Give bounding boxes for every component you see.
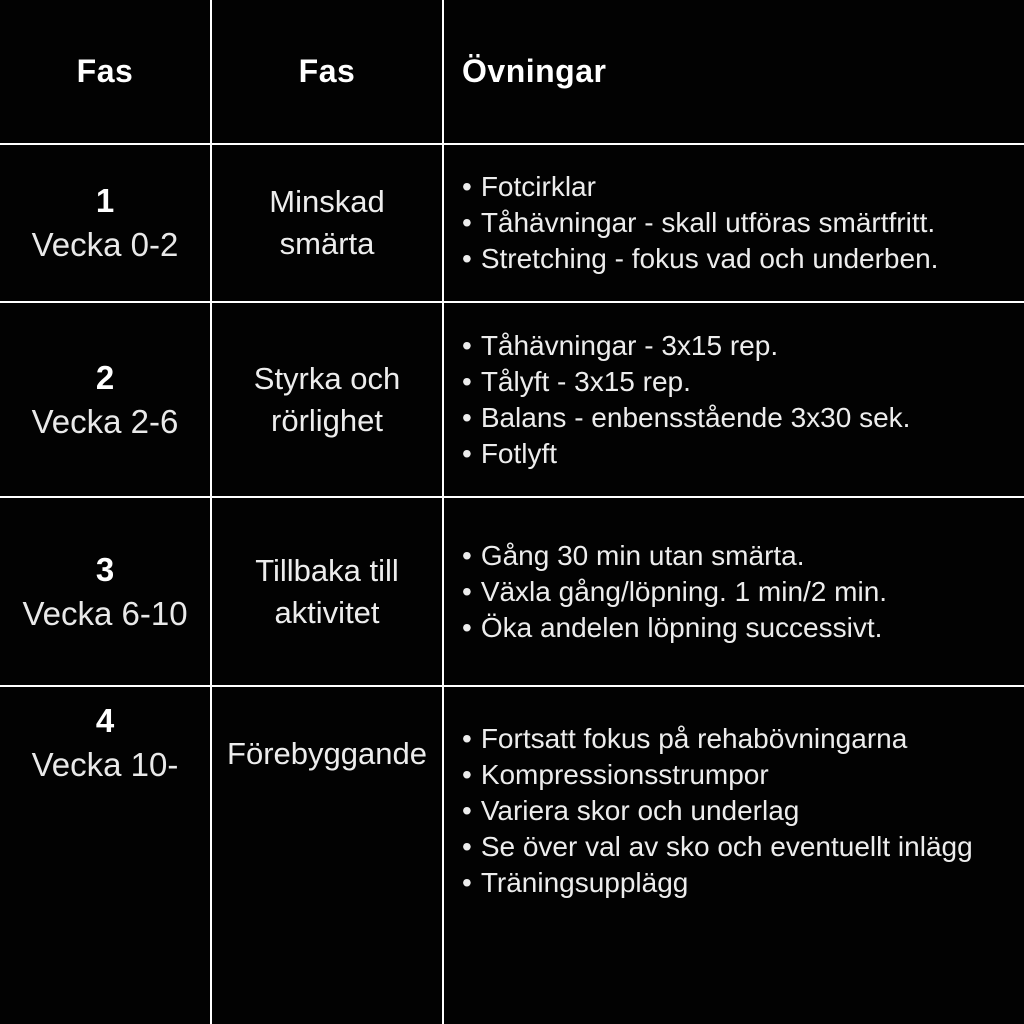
header-exercises-label: Övningar [462,53,607,89]
exercise-text: Gång 30 min utan smärta. [480,539,805,571]
list-item [462,400,910,436]
phase-goal: Styrka och rörlighet [253,360,401,438]
header-phase-number [0,0,210,143]
header-phase-goal-label: Fas [298,53,356,89]
phase-goal: Tillbaka till aktivitet [255,552,399,630]
phase-number: 2 [95,358,115,396]
header-phase-number-label: Fas [76,53,134,89]
bullet-icon: • [462,243,472,274]
exercise-text: Se över val av sko och eventuellt inlägg [480,831,973,862]
table-row-1-phase-cell [0,145,210,301]
bullet-icon: • [462,171,472,202]
phase-number: 1 [95,182,115,219]
list-item [462,436,557,472]
bullet-icon: • [462,831,472,862]
table-row-3-exercises-cell [444,498,1024,685]
table-row-4-exercises-cell [444,687,1024,1024]
table-row-1-goal-cell [212,145,442,301]
list-item [462,364,691,400]
bullet-icon: • [462,723,472,754]
table-row-1-exercises-cell [444,145,1024,301]
phase-weeks: Vecka 0-2 [31,226,179,263]
bullet-icon: • [462,867,472,898]
exercise-text: Växla gång/löpning. 1 min/2 min. [480,575,888,607]
list-item [462,574,887,610]
exercise-text: Stretching - fokus vad och underben. [480,243,939,274]
list-item [462,205,935,241]
exercise-text: Fotlyft [480,437,558,469]
list-item [462,538,805,574]
exercise-text: Tåhävningar - 3x15 rep. [480,329,779,361]
phase-weeks: Vecka 10- [31,746,179,783]
bullet-icon: • [462,759,472,790]
table-row-3-phase-cell [0,498,210,685]
phase-weeks: Vecka 2-6 [31,402,179,440]
bullet-icon: • [462,437,472,469]
table-row-3-goal-cell [212,498,442,685]
phase-weeks: Vecka 6-10 [22,594,188,632]
list-item [462,757,769,793]
exercise-text: Tålyft - 3x15 rep. [480,365,691,397]
bullet-icon: • [462,611,472,643]
table-row-2-goal-cell [212,303,442,496]
bullet-icon: • [462,365,472,397]
list-item [462,721,907,757]
bullet-icon: • [462,575,472,607]
list-item [462,241,938,277]
list-item [462,169,596,205]
exercise-text: Balans - enbensstående 3x30 sek. [480,401,911,433]
exercise-text: Kompressionsstrumpor [480,759,769,790]
table-row-4-phase-cell [0,687,210,1024]
bullet-icon: • [462,401,472,433]
list-item [462,328,778,364]
bullet-icon: • [462,795,472,826]
bullet-icon: • [462,207,472,238]
table-row-2-exercises-cell [444,303,1024,496]
phase-goal: Minskad smärta [269,184,385,261]
list-item [462,793,799,829]
table-row-2-phase-cell [0,303,210,496]
bullet-icon: • [462,329,472,361]
phase-number: 4 [95,702,115,739]
exercise-text: Träningsupplägg [480,867,689,898]
bullet-icon: • [462,539,472,571]
exercise-text: Fortsatt fokus på rehabövningarna [480,723,908,754]
exercise-text: Variera skor och underlag [480,795,800,826]
header-exercises [444,0,1024,143]
header-phase-goal [212,0,442,143]
table-row-4-goal-cell [212,687,442,1024]
list-item [462,865,688,901]
phase-number: 3 [95,550,115,588]
list-item [462,610,882,646]
exercise-text: Öka andelen löpning successivt. [480,611,883,643]
list-item [462,829,973,865]
exercise-text: Fotcirklar [480,171,596,202]
phase-goal: Förebyggande [227,736,427,771]
exercise-text: Tåhävningar - skall utföras smärtfritt. [480,207,936,238]
